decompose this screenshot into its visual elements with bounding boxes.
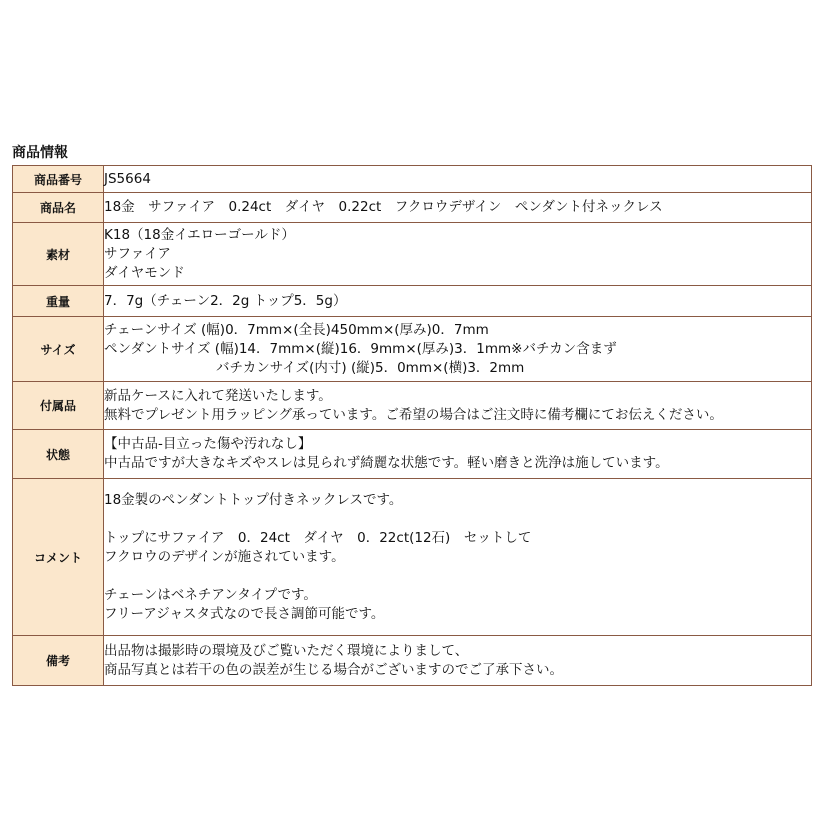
material-line: サファイア [104,245,171,262]
notes-line: 商品写真とは若干の色の誤差が生じる場合がございますのでご了承下さい。 [104,661,563,678]
size-line: バチカンサイズ(内寸) (縦)5．0mm×(横)3．2mm [216,359,525,376]
label-comment: コメント [13,479,104,636]
value-product-code: JS5664 [104,166,812,193]
accessories-line: 無料でプレゼント用ラッピング承っています。ご希望の場合はご注文時に備考欄にてお伝えください。 [104,406,723,423]
material-line: K18（18金イエローゴールド） [104,226,295,243]
row-condition [13,430,812,479]
notes-line: 出品物は撮影時の環境及びご覧いただく環境によりまして、 [104,642,469,659]
label-material: 素材 [13,223,104,286]
row-size [13,317,812,382]
comment-line: トップにサファイア 0．24ct ダイヤ 0．22ct(12石) セットして [104,529,532,546]
value-notes [104,636,812,686]
comment-line: フリーアジャスタ式なので長さ調節可能です。 [104,605,385,622]
comment-line: 18金製のペンダントトップ付きネックレスです。 [104,491,403,508]
value-product-name: 18金 サファイア 0.24ct ダイヤ 0.22ct フクロウデザイン ペンダント付ネックレス [104,193,812,223]
row-notes [13,636,812,686]
condition-line: 中古品ですが大きなキズやスレは見られず綺麗な状態です。軽い磨きと洗浄は施しています。 [104,455,669,471]
value-accessories [104,382,812,430]
size-line: チェーンサイズ (幅)0．7mm×(全長)450mm×(厚み)0．7mm [104,321,489,338]
comment-line: フクロウのデザインが施されています。 [104,548,345,565]
value-weight: 7．7g（チェーン2．2g トップ5．5g） [104,286,812,317]
row-material [13,223,812,286]
row-comment [13,479,812,636]
value-condition [104,430,812,479]
label-weight: 重量 [13,286,104,317]
accessories-line: 新品ケースに入れて発送いたします。 [104,387,332,404]
size-line: ペンダントサイズ (幅)14．7mm×(縦)16．9mm×(厚み)3．1mm※バチカン含まず [104,340,617,357]
section-title: 商品情報 [12,145,68,161]
value-size [104,317,812,382]
row-weight [13,286,812,317]
label-size: サイズ [13,317,104,382]
label-accessories: 付属品 [13,382,104,430]
product-info-table [12,165,812,686]
value-comment [104,479,812,636]
condition-line: 【中古品-目立った傷や汚れなし】 [104,436,312,452]
row-product-code [13,166,812,193]
label-product-name: 商品名 [13,193,104,223]
label-notes: 備考 [13,636,104,686]
row-product-name [13,193,812,223]
row-accessories [13,382,812,430]
label-condition: 状態 [13,430,104,479]
material-line: ダイヤモンド [104,264,185,281]
label-product-code: 商品番号 [13,166,104,193]
value-material [104,223,812,286]
comment-line: チェーンはベネチアンタイプです。 [104,586,317,603]
